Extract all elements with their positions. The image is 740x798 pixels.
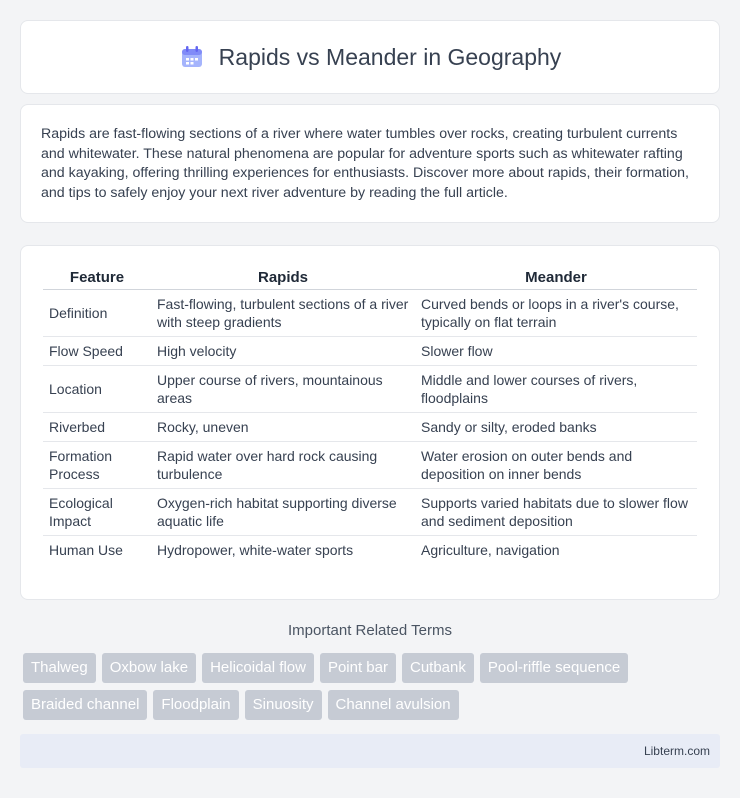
- table-row: [43, 442, 697, 489]
- row-rapids: Rocky, uneven: [151, 413, 415, 442]
- intro-text: Rapids are fast-flowing sections of a river where water tumbles over rocks, creating turbulent currents and whitewater. These natural phenomena are popular for adventure sports such as whitewater rafting and kayaking, offering thrilling experiences for enthusiasts. Discover more about rapids, their formation, and tips to safely enjoy your next river adventure by reading the full article.: [41, 126, 689, 201]
- row-meander: Curved bends or loops in a river's course, typically on flat terrain: [415, 290, 697, 337]
- tag-braided-channel[interactable]: Braided channel: [23, 690, 147, 720]
- tag-floodplain[interactable]: Floodplain: [153, 690, 238, 720]
- row-meander: Slower flow: [415, 337, 697, 366]
- row-feature: Location: [43, 366, 151, 413]
- page-title: Rapids vs Meander in Geography: [218, 43, 562, 70]
- tag-cutbank[interactable]: Cutbank: [402, 653, 474, 683]
- row-rapids: Hydropower, white-water sports: [157, 542, 354, 558]
- header-card: [20, 20, 720, 94]
- table-row: [43, 413, 697, 442]
- intro-card: [20, 104, 720, 223]
- row-feature: Flow Speed: [43, 337, 151, 366]
- tag-thalweg[interactable]: Thalweg: [23, 653, 96, 683]
- table-row: [43, 366, 697, 413]
- footer-site-link[interactable]: Libterm.com: [643, 744, 710, 758]
- table-row: [43, 489, 697, 536]
- tag-sinuosity[interactable]: Sinuosity: [245, 690, 322, 720]
- table-row: [43, 337, 697, 366]
- row-rapids: High velocity: [151, 337, 415, 366]
- tag-helicoidal-flow[interactable]: Helicoidal flow: [202, 653, 314, 683]
- row-rapids: Oxygen-rich habitat supporting diverse aquatic life: [151, 489, 415, 536]
- row-feature: Definition: [43, 290, 151, 337]
- row-meander: Middle and lower courses of rivers, floodplains: [415, 366, 697, 413]
- tag-point-bar[interactable]: Point bar: [320, 653, 396, 683]
- table-row: [43, 536, 697, 564]
- footer: [20, 734, 720, 768]
- tag-pool-riffle-sequence[interactable]: Pool-riffle sequence: [480, 653, 628, 683]
- row-meander: Supports varied habitats due to slower flow and sediment deposition: [415, 489, 697, 536]
- calendar-icon: [179, 44, 205, 70]
- row-feature: Riverbed: [43, 413, 151, 442]
- comparison-table-card: [20, 245, 720, 600]
- row-meander: Agriculture, navigation: [421, 542, 560, 558]
- row-meander: Sandy or silty, eroded banks: [415, 413, 697, 442]
- row-feature: Ecological Impact: [43, 489, 151, 536]
- row-rapids: Rapid water over hard rock causing turbulence: [151, 442, 415, 489]
- column-header-rapids: Rapids: [151, 266, 415, 290]
- row-rapids: Upper course of rivers, mountainous areas: [151, 366, 415, 413]
- row-rapids: Fast-flowing, turbulent sections of a river with steep gradients: [151, 290, 415, 337]
- tag-channel-avulsion[interactable]: Channel avulsion: [328, 690, 459, 720]
- table-row: [43, 290, 697, 337]
- related-terms-list: [23, 653, 723, 720]
- column-header-feature: Feature: [43, 266, 151, 290]
- row-meander: Water erosion on outer bends and deposition on inner bends: [415, 442, 697, 489]
- column-header-meander: Meander: [415, 266, 697, 290]
- tag-oxbow-lake[interactable]: Oxbow lake: [102, 653, 196, 683]
- row-feature: Human Use: [49, 542, 123, 558]
- row-feature: Formation Process: [43, 442, 151, 489]
- related-terms-heading: Important Related Terms: [288, 622, 452, 639]
- comparison-table: [43, 266, 697, 564]
- table-header-row: [43, 266, 697, 290]
